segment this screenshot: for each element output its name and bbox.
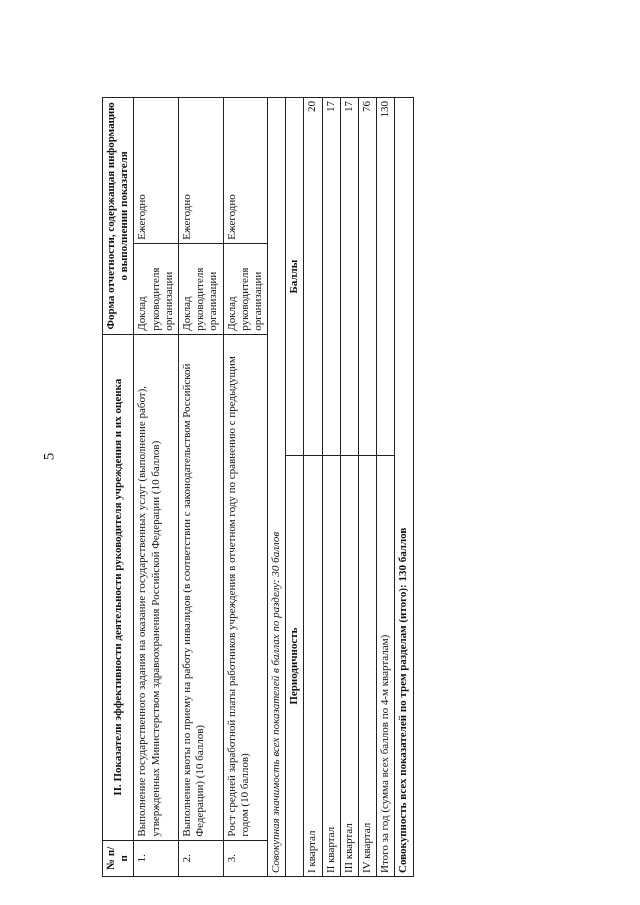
rotated-table-container <box>102 87 410 877</box>
quarter-points: 17 <box>322 98 340 456</box>
row-form: Доклад руководителя организации <box>178 243 223 334</box>
table-row <box>223 98 268 877</box>
indicators-table <box>102 97 414 877</box>
quarters-header-row <box>286 98 304 877</box>
grand-total: Совокупность всех показателей по трем разделам (итого): 130 баллов <box>395 98 413 877</box>
row-num: 2. <box>178 840 223 876</box>
section-total: Совокупная значимость всех показателей в баллах по разделу: 30 баллов <box>268 98 286 877</box>
quarter-points: 76 <box>359 98 377 456</box>
section-total-row <box>268 98 286 877</box>
quarter-label: III квартал <box>340 456 358 877</box>
quarter-row <box>322 98 340 877</box>
row-period: Ежегодно <box>134 98 179 244</box>
table-header-row <box>103 98 134 877</box>
quarter-label: I квартал <box>304 456 322 877</box>
row-indicator: Рост средней заработной платы работников учреждения в отчетном году по сравнению с предыдущим годом (10 баллов) <box>223 334 268 840</box>
row-period: Ежегодно <box>223 98 268 244</box>
quarter-row <box>359 98 377 877</box>
page-number: 5 <box>41 452 58 461</box>
header-form: Форма отчетности, содержащая информацию о выполнении показателя <box>103 98 134 335</box>
table-row <box>134 98 179 877</box>
period-header: Периодичность <box>286 456 304 877</box>
quarter-row <box>340 98 358 877</box>
row-form: Доклад руководителя организации <box>134 243 179 334</box>
quarter-row <box>377 98 395 877</box>
quarter-points: 20 <box>304 98 322 456</box>
row-indicator: Выполнение квоты по приему на работу инвалидов (в соответствии с законодательством Российской Федерации) (10 баллов) <box>178 334 223 840</box>
points-header: Баллы <box>286 98 304 456</box>
quarter-row <box>304 98 322 877</box>
quarter-points: 130 <box>377 98 395 456</box>
row-form: Доклад руководителя организации <box>223 243 268 334</box>
quarter-label: II квартал <box>322 456 340 877</box>
grand-total-row <box>395 98 413 877</box>
row-period: Ежегодно <box>178 98 223 244</box>
row-num: 1. <box>134 840 179 876</box>
quarter-label: Итого за год (сумма всех баллов по 4-м кварталам) <box>377 456 395 877</box>
quarter-points: 17 <box>340 98 358 456</box>
row-num: 3. <box>223 840 268 876</box>
quarter-label: IV квартал <box>359 456 377 877</box>
header-indicator: II. Показатели эффективности деятельности руководителя учреждения и их оценка <box>103 334 134 840</box>
header-num: № п/п <box>103 840 134 876</box>
row-indicator: Выполнение государственного задания на оказание государственных услуг (выполнение работ), утвержденных Министерством здравоохранения Российской Федерации (10 баллов) <box>134 334 179 840</box>
table-row <box>178 98 223 877</box>
